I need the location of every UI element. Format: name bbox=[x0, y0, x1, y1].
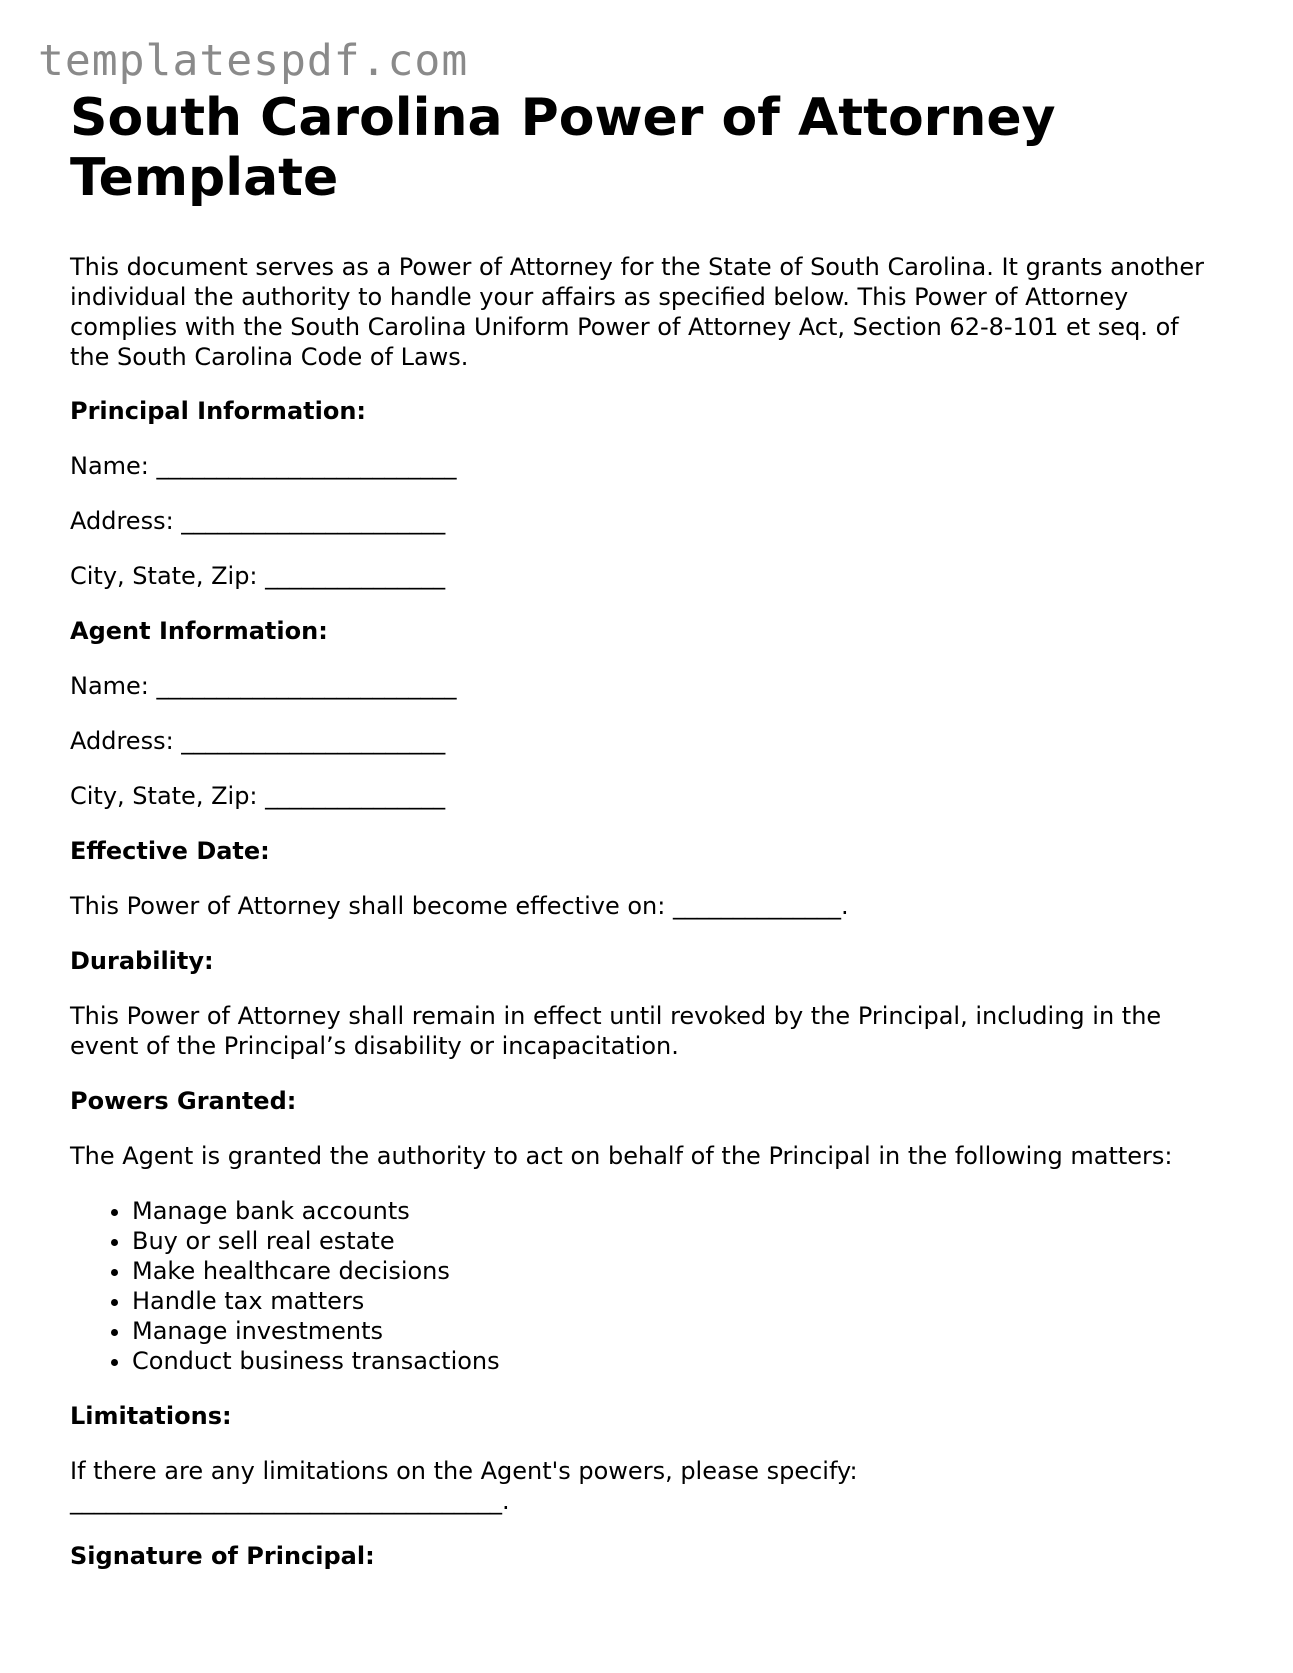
list-item: • Handle tax matters bbox=[132, 1286, 1220, 1316]
intro-paragraph: This document serves as a Power of Attorney for the State of South Carolina. It grants another individual the authority to handle your affairs as specified below. This Power of Attorney complies with the South Carolina Uniform Power of Attorney Act, Section 62-8-101 et seq. of the South Carolina Code of Laws. bbox=[70, 253, 1204, 371]
list-item: • Manage investments bbox=[132, 1316, 1220, 1346]
document-body bbox=[70, 88, 1220, 1596]
effective-date-heading: Effective Date: bbox=[70, 837, 270, 865]
powers-list bbox=[70, 1196, 1220, 1376]
agent-address-field: Address: ______________________ bbox=[70, 727, 446, 755]
durability-text: This Power of Attorney shall remain in effect until revoked by the Principal, including in the event of the Principal’s disability or incapacitation. bbox=[70, 1002, 1162, 1060]
agent-city-state-zip-field: City, State, Zip: _______________ bbox=[70, 782, 446, 810]
effective-date-text: This Power of Attorney shall become effective on: ______________. bbox=[70, 892, 849, 920]
powers-granted-heading: Powers Granted: bbox=[70, 1087, 297, 1115]
limitations-heading: Limitations: bbox=[70, 1402, 232, 1430]
list-item: • Conduct business transactions bbox=[132, 1346, 1220, 1376]
list-item: • Manage bank accounts bbox=[132, 1196, 1220, 1226]
principal-address-field: Address: ______________________ bbox=[70, 507, 446, 535]
principal-heading: Principal Information: bbox=[70, 397, 367, 425]
list-item: • Make healthcare decisions bbox=[132, 1256, 1220, 1286]
agent-heading: Agent Information: bbox=[70, 617, 328, 645]
principal-city-state-zip-field: City, State, Zip: _______________ bbox=[70, 562, 446, 590]
document-title: South Carolina Power of Attorney Template bbox=[70, 88, 1056, 208]
list-item: • Buy or sell real estate bbox=[132, 1226, 1220, 1256]
watermark: templatespdf.com bbox=[38, 36, 469, 86]
signature-heading: Signature of Principal: bbox=[70, 1542, 375, 1570]
durability-heading: Durability: bbox=[70, 947, 214, 975]
principal-name-field: Name: _________________________ bbox=[70, 452, 457, 480]
limitations-text: If there are any limitations on the Agent's powers, please specify: ____________________________________. bbox=[70, 1457, 858, 1515]
powers-granted-text: The Agent is granted the authority to act on behalf of the Principal in the following matters: bbox=[70, 1142, 1173, 1170]
agent-name-field: Name: _________________________ bbox=[70, 672, 457, 700]
